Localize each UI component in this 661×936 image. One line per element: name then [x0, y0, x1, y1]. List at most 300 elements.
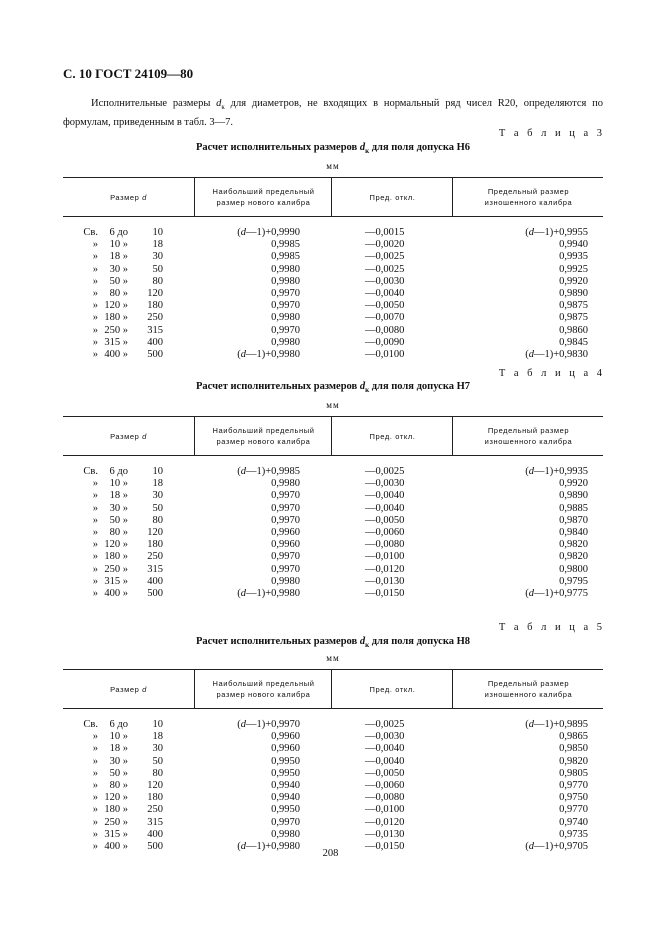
size-to: 180: [147, 792, 163, 804]
table-row: [63, 239, 603, 251]
size-from: 315 »: [104, 828, 128, 840]
size-from: 6 до: [109, 227, 128, 238]
table-title-5: Расчет исполнительных размеров $d_к$ для поля допуска Н8: [196, 636, 470, 650]
worn-gauge-limit: 0,9735: [559, 828, 588, 840]
max-new-gauge-size: 0,9985: [271, 239, 300, 251]
max-new-gauge-size: 0,9960: [271, 731, 300, 743]
size-from: 250 »: [104, 563, 128, 575]
deviation: —0,0040: [365, 743, 405, 755]
deviation: —0,0120: [365, 563, 405, 575]
deviation: —0,0120: [365, 816, 405, 828]
col-header-worn-line2: изношенного калибра: [484, 690, 573, 699]
col-header-worn-line1: Предельный размер: [487, 679, 570, 688]
col-header-size: [63, 417, 194, 455]
size-prefix: »: [92, 348, 98, 360]
deviation: —0,0025: [365, 263, 405, 275]
deviation: —0,0025: [365, 719, 405, 730]
table-row: [63, 768, 603, 780]
size-prefix: »: [92, 816, 98, 828]
size-range: [72, 576, 136, 588]
size-prefix: »: [92, 575, 98, 587]
table-row: [63, 792, 603, 804]
size-prefix: »: [92, 263, 98, 275]
deviation: —0,0040: [365, 502, 405, 514]
size-prefix: »: [92, 502, 98, 514]
deviation: —0,0100: [365, 348, 405, 360]
max-new-gauge-size: 0,9960: [271, 539, 300, 551]
worn-gauge-limit: 0,9840: [559, 526, 588, 538]
max-new-gauge-size: 0,9960: [271, 526, 300, 538]
size-range: [72, 490, 136, 502]
worn-gauge-limit: 0,9885: [559, 502, 588, 514]
size-from: 18 »: [109, 251, 128, 263]
size-to: 250: [147, 551, 163, 563]
col-header-max-line2: размер нового калибра: [216, 198, 311, 207]
worn-gauge-limit: 0,9890: [559, 490, 588, 502]
size-range: [72, 337, 136, 349]
size-from: 50 »: [109, 514, 128, 526]
deviation: —0,0050: [365, 514, 405, 526]
size-to: 315: [147, 563, 163, 575]
size-from: 10 »: [109, 731, 128, 743]
size-to: 400: [147, 336, 163, 348]
size-prefix: »: [92, 767, 98, 779]
col-header-max-line1: Наибольший предельный: [212, 679, 315, 688]
table-row: [63, 490, 603, 502]
worn-gauge-limit: 0,9865: [559, 731, 588, 743]
size-range: [72, 300, 136, 312]
table-row: [63, 829, 603, 841]
worn-gauge-limit: 0,9860: [559, 324, 588, 336]
size-prefix: »: [92, 804, 98, 816]
size-prefix: »: [92, 287, 98, 299]
size-from: 50 »: [109, 275, 128, 287]
table-unit-5: мм: [326, 653, 340, 663]
table-body: [63, 227, 603, 361]
size-range: [72, 227, 136, 239]
size-prefix: »: [92, 312, 98, 324]
deviation: —0,0080: [365, 792, 405, 804]
worn-gauge-limit: 0,9925: [559, 263, 588, 275]
worn-gauge-limit: (d—1)+0,9895: [525, 719, 588, 730]
size-range: [72, 527, 136, 539]
deviation: —0,0030: [365, 731, 405, 743]
col-header-size-label: Размер: [110, 192, 140, 202]
size-to: 50: [152, 755, 163, 767]
col-header-worn-line1: Предельный размер: [487, 426, 570, 435]
worn-gauge-limit: (d—1)+0,9955: [525, 227, 588, 238]
size-to: 18: [152, 731, 163, 743]
worn-gauge-limit: 0,9795: [559, 575, 588, 587]
table-row: [63, 564, 603, 576]
table-row: [63, 325, 603, 337]
max-new-gauge-size: 0,9970: [271, 551, 300, 563]
worn-gauge-limit: 0,9870: [559, 514, 588, 526]
worn-gauge-limit: 0,9770: [559, 779, 588, 791]
size-to: 120: [147, 287, 163, 299]
size-range: [72, 829, 136, 841]
deviation: —0,0030: [365, 275, 405, 287]
tolerance-table-h8: [63, 669, 603, 853]
table-row: [63, 780, 603, 792]
col-header-size-var: d: [142, 431, 147, 441]
size-range: [72, 312, 136, 324]
size-to: 30: [152, 743, 163, 755]
deviation: —0,0015: [365, 227, 405, 238]
size-range: [72, 780, 136, 792]
table-header: [63, 416, 603, 456]
size-prefix: »: [92, 828, 98, 840]
size-prefix: »: [92, 563, 98, 575]
max-new-gauge-size: 0,9950: [271, 804, 300, 816]
col-header-max-line2: размер нового калибра: [216, 690, 311, 699]
size-from: 315 »: [104, 575, 128, 587]
deviation: —0,0020: [365, 239, 405, 251]
size-to: 18: [152, 478, 163, 490]
deviation: —0,0025: [365, 251, 405, 263]
size-from: 10 »: [109, 239, 128, 251]
worn-gauge-limit: 0,9750: [559, 792, 588, 804]
col-header-worn-line1: Предельный размер: [487, 187, 570, 196]
worn-gauge-limit: 0,9820: [559, 755, 588, 767]
size-from: 30 »: [109, 755, 128, 767]
size-from: 180 »: [104, 804, 128, 816]
worn-gauge-limit: 0,9770: [559, 804, 588, 816]
max-new-gauge-size: 0,9980: [271, 336, 300, 348]
deviation: —0,0040: [365, 287, 405, 299]
worn-gauge-limit: 0,9740: [559, 816, 588, 828]
size-from: 180 »: [104, 551, 128, 563]
size-to: 30: [152, 490, 163, 502]
size-range: [72, 539, 136, 551]
table-row: [63, 576, 603, 588]
size-to: 400: [147, 828, 163, 840]
size-prefix: »: [92, 792, 98, 804]
deviation: —0,0060: [365, 526, 405, 538]
deviation: —0,0130: [365, 575, 405, 587]
max-new-gauge-size: 0,9980: [271, 478, 300, 490]
deviation: —0,0080: [365, 324, 405, 336]
worn-gauge-limit: 0,9800: [559, 563, 588, 575]
table-body: [63, 719, 603, 853]
table-row: [63, 466, 603, 478]
worn-gauge-limit: 0,9920: [559, 275, 588, 287]
size-to: 10: [152, 466, 163, 477]
worn-gauge-limit: 0,9845: [559, 336, 588, 348]
table-row: [63, 264, 603, 276]
size-to: 50: [152, 263, 163, 275]
col-header-worn: [452, 417, 604, 455]
col-header-max: [194, 670, 332, 708]
size-range: [72, 503, 136, 515]
deviation: —0,0025: [365, 466, 405, 477]
size-from: 400 »: [104, 840, 128, 852]
max-new-gauge-size: (d—1)+0,9980: [237, 348, 300, 360]
size-from: 6 до: [109, 466, 128, 477]
col-header-size: [63, 670, 194, 708]
size-prefix: »: [92, 731, 98, 743]
size-prefix: »: [92, 539, 98, 551]
size-range: [72, 288, 136, 300]
col-header-worn: [452, 670, 604, 708]
col-header-worn-line2: изношенного калибра: [484, 437, 573, 446]
table-row: [63, 588, 603, 600]
max-new-gauge-size: 0,9970: [271, 324, 300, 336]
worn-gauge-limit: 0,9875: [559, 300, 588, 312]
size-range: [72, 804, 136, 816]
table-body: [63, 466, 603, 600]
size-prefix: »: [92, 275, 98, 287]
col-header-max-line2: размер нового калибра: [216, 437, 311, 446]
size-to: 80: [152, 275, 163, 287]
size-from: 80 »: [109, 287, 128, 299]
size-prefix: »: [92, 743, 98, 755]
size-prefix: »: [92, 324, 98, 336]
size-range: [72, 515, 136, 527]
max-new-gauge-size: (d—1)+0,9980: [237, 587, 300, 599]
table-row: [63, 337, 603, 349]
table-row: [63, 227, 603, 239]
tolerance-table-h6: [63, 177, 603, 361]
size-from: 180 »: [104, 312, 128, 324]
max-new-gauge-size: 0,9950: [271, 767, 300, 779]
max-new-gauge-size: 0,9970: [271, 287, 300, 299]
size-to: 315: [147, 324, 163, 336]
table-row: [63, 312, 603, 324]
size-to: 180: [147, 539, 163, 551]
page-header: С. 10 ГОСТ 24109—80: [63, 66, 194, 81]
size-from: 80 »: [109, 779, 128, 791]
size-to: 250: [147, 312, 163, 324]
max-new-gauge-size: 0,9980: [271, 312, 300, 324]
col-header-dev: Пред. откл.: [331, 670, 453, 708]
table-row: [63, 478, 603, 490]
col-header-max: [194, 417, 332, 455]
max-new-gauge-size: 0,9940: [271, 792, 300, 804]
size-prefix: »: [92, 755, 98, 767]
table-unit-4: мм: [326, 400, 340, 410]
table-title-3: Расчет исполнительных размеров $d_к$ для поля допуска Н6: [196, 142, 470, 156]
size-range: [72, 264, 136, 276]
size-prefix: »: [92, 779, 98, 791]
table-row: [63, 539, 603, 551]
size-from: 250 »: [104, 816, 128, 828]
size-prefix: Св.: [83, 719, 98, 730]
col-header-dev: Пред. откл.: [331, 178, 453, 216]
worn-gauge-limit: (d—1)+0,9935: [525, 466, 588, 477]
deviation: —0,0150: [365, 840, 405, 852]
max-new-gauge-size: 0,9980: [271, 263, 300, 275]
col-header-size-var: d: [142, 192, 147, 202]
table-row: [63, 276, 603, 288]
deviation: —0,0070: [365, 312, 405, 324]
size-to: 30: [152, 251, 163, 263]
intro-paragraph: Исполнительные размеры $d_к$ для диаметров, не входящих в нормальный ряд чисел R20, определяются по формулам, приведенным в табл. 3—7.: [63, 98, 604, 129]
size-from: 30 »: [109, 263, 128, 275]
max-new-gauge-size: (d—1)+0,9980: [237, 840, 300, 852]
deviation: —0,0130: [365, 828, 405, 840]
max-new-gauge-size: 0,9980: [271, 275, 300, 287]
worn-gauge-limit: 0,9935: [559, 251, 588, 263]
table-row: [63, 719, 603, 731]
deviation: —0,0040: [365, 755, 405, 767]
size-to: 500: [147, 587, 163, 599]
max-new-gauge-size: 0,9970: [271, 563, 300, 575]
max-new-gauge-size: 0,9960: [271, 743, 300, 755]
size-prefix: »: [92, 514, 98, 526]
deviation: —0,0100: [365, 551, 405, 563]
table-row: [63, 300, 603, 312]
table-row: [63, 503, 603, 515]
size-range: [72, 466, 136, 478]
worn-gauge-limit: 0,9805: [559, 767, 588, 779]
size-from: 18 »: [109, 490, 128, 502]
size-from: 10 »: [109, 478, 128, 490]
table-row: [63, 743, 603, 755]
size-prefix: »: [92, 251, 98, 263]
size-to: 80: [152, 767, 163, 779]
col-header-max: [194, 178, 332, 216]
size-to: 500: [147, 348, 163, 360]
size-from: 80 »: [109, 526, 128, 538]
table-row: [63, 288, 603, 300]
deviation: —0,0050: [365, 767, 405, 779]
worn-gauge-limit: 0,9920: [559, 478, 588, 490]
worn-gauge-limit: 0,9820: [559, 539, 588, 551]
max-new-gauge-size: (d—1)+0,9985: [237, 466, 300, 477]
worn-gauge-limit: 0,9940: [559, 239, 588, 251]
max-new-gauge-size: 0,9970: [271, 490, 300, 502]
size-range: [72, 349, 136, 361]
size-range: [72, 588, 136, 600]
size-to: 250: [147, 804, 163, 816]
table-row: [63, 349, 603, 361]
max-new-gauge-size: 0,9970: [271, 502, 300, 514]
size-to: 315: [147, 816, 163, 828]
max-new-gauge-size: 0,9980: [271, 575, 300, 587]
table-row: [63, 731, 603, 743]
size-prefix: »: [92, 336, 98, 348]
worn-gauge-limit: 0,9850: [559, 743, 588, 755]
size-to: 120: [147, 779, 163, 791]
size-range: [72, 792, 136, 804]
max-new-gauge-size: 0,9985: [271, 251, 300, 263]
deviation: —0,0150: [365, 587, 405, 599]
size-prefix: »: [92, 490, 98, 502]
table-label-5: Т а б л и ц а 5: [498, 622, 605, 633]
size-from: 315 »: [104, 336, 128, 348]
size-range: [72, 551, 136, 563]
deviation: —0,0060: [365, 779, 405, 791]
deviation: —0,0080: [365, 539, 405, 551]
col-header-dev: Пред. откл.: [331, 417, 453, 455]
size-to: 10: [152, 719, 163, 730]
size-to: 80: [152, 514, 163, 526]
col-header-size: [63, 178, 194, 216]
col-header-max-line1: Наибольший предельный: [212, 426, 315, 435]
max-new-gauge-size: 0,9970: [271, 300, 300, 312]
size-prefix: »: [92, 478, 98, 490]
size-range: [72, 756, 136, 768]
worn-gauge-limit: 0,9890: [559, 287, 588, 299]
max-new-gauge-size: (d—1)+0,9970: [237, 719, 300, 730]
worn-gauge-limit: 0,9875: [559, 312, 588, 324]
size-prefix: »: [92, 840, 98, 852]
worn-gauge-limit: (d—1)+0,9830: [525, 348, 588, 360]
table-row: [63, 251, 603, 263]
size-range: [72, 251, 136, 263]
max-new-gauge-size: 0,9950: [271, 755, 300, 767]
size-range: [72, 817, 136, 829]
deviation: —0,0040: [365, 490, 405, 502]
size-from: 6 до: [109, 719, 128, 730]
deviation: —0,0090: [365, 336, 405, 348]
size-from: 120 »: [104, 539, 128, 551]
col-header-size-label: Размер: [110, 431, 140, 441]
size-range: [72, 325, 136, 337]
size-prefix: »: [92, 239, 98, 251]
table-label-4: Т а б л и ц а 4: [498, 368, 605, 379]
max-new-gauge-size: 0,9940: [271, 779, 300, 791]
max-new-gauge-size: (d—1)+0,9990: [237, 227, 300, 238]
size-to: 10: [152, 227, 163, 238]
col-header-worn-line2: изношенного калибра: [484, 198, 573, 207]
table-unit-3: мм: [326, 161, 340, 171]
max-new-gauge-size: 0,9970: [271, 816, 300, 828]
size-range: [72, 743, 136, 755]
deviation: —0,0100: [365, 804, 405, 816]
worn-gauge-limit: (d—1)+0,9775: [525, 587, 588, 599]
table-row: [63, 515, 603, 527]
size-to: 50: [152, 502, 163, 514]
col-header-size-var: d: [142, 684, 147, 694]
size-prefix: »: [92, 300, 98, 312]
table-row: [63, 817, 603, 829]
page-number: 208: [322, 848, 339, 859]
col-header-worn: [452, 178, 604, 216]
size-range: [72, 478, 136, 490]
size-to: 180: [147, 300, 163, 312]
size-range: [72, 239, 136, 251]
max-new-gauge-size: 0,9970: [271, 514, 300, 526]
size-prefix: Св.: [83, 466, 98, 477]
size-to: 400: [147, 575, 163, 587]
size-to: 120: [147, 526, 163, 538]
table-title-4: Расчет исполнительных размеров $d_к$ для поля допуска Н7: [196, 381, 470, 395]
size-range: [72, 731, 136, 743]
size-to: 18: [152, 239, 163, 251]
table-row: [63, 756, 603, 768]
size-prefix: »: [92, 587, 98, 599]
size-from: 120 »: [104, 300, 128, 312]
size-prefix: »: [92, 551, 98, 563]
size-from: 400 »: [104, 348, 128, 360]
size-range: [72, 564, 136, 576]
table-header: [63, 177, 603, 217]
size-from: 120 »: [104, 792, 128, 804]
size-prefix: »: [92, 526, 98, 538]
size-from: 30 »: [109, 502, 128, 514]
size-from: 18 »: [109, 743, 128, 755]
size-prefix: Св.: [83, 227, 98, 238]
table-row: [63, 527, 603, 539]
size-from: 400 »: [104, 587, 128, 599]
col-header-max-line1: Наибольший предельный: [212, 187, 315, 196]
size-range: [72, 768, 136, 780]
deviation: —0,0050: [365, 300, 405, 312]
table-label-3: Т а б л и ц а 3: [498, 128, 605, 139]
worn-gauge-limit: 0,9820: [559, 551, 588, 563]
